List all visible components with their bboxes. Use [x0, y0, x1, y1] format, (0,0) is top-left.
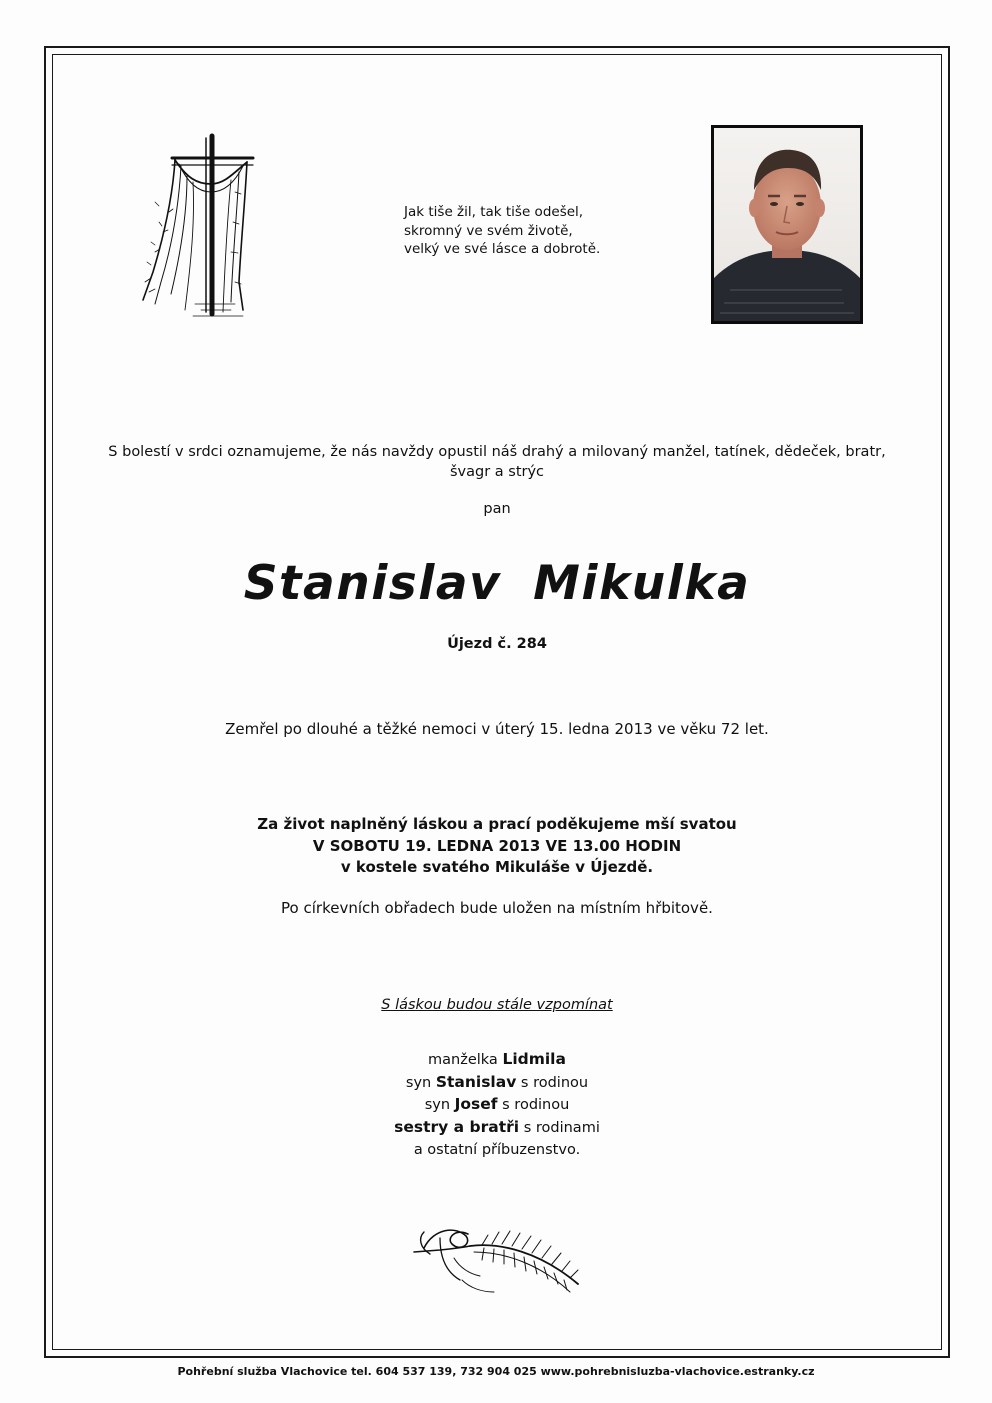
mourner-name: Lidmila	[502, 1050, 566, 1068]
mourner-line	[60, 1049, 934, 1072]
mourner-suffix: s rodinou	[497, 1097, 570, 1113]
motto-line: skromný ve svém životě,	[404, 222, 573, 239]
title-word: pan	[483, 501, 511, 517]
mourner-suffix: s rodinami	[519, 1119, 600, 1136]
burial-notice: Po církevních obřadech bude uložen na místním hřbitově.	[281, 899, 713, 917]
mourner-line	[60, 1139, 934, 1162]
ceremony-text	[60, 814, 934, 879]
mourner-relation: a ostatní příbuzenstvo.	[413, 1142, 581, 1158]
mourner-name: Stanislav	[435, 1072, 517, 1091]
mourner-line	[60, 1094, 934, 1117]
remember-heading: S láskou budou stále vzpomínat	[381, 997, 613, 1013]
mourner-relation: manželka	[428, 1052, 503, 1068]
motto-verse	[404, 203, 664, 259]
motto-line: Jak tiše žil, tak tiše odešel,	[404, 204, 584, 220]
mourner-suffix: s rodinou	[516, 1074, 589, 1091]
portrait-image	[714, 128, 860, 321]
mourners-list	[60, 1049, 934, 1162]
funeral-service-footer: Pohřební služba Vlachovice tel. 604 537 139, 732 904 025 www.pohrebnisluzba-vlachovice.estranky.cz	[177, 1365, 815, 1378]
mourner-line	[60, 1072, 934, 1095]
announcement-line: švagr a strýc	[449, 464, 545, 480]
mourner-name: Josef	[454, 1095, 498, 1113]
death-notice: Zemřel po dlouhé a těžké nemoci v úterý 15. ledna 2013 ve věku 72 let.	[225, 720, 769, 738]
mourner-line	[60, 1117, 934, 1140]
ceremony-line: V SOBOTU 19. LEDNA 2013 VE 13.00 HODIN	[312, 836, 682, 855]
announcement-line: S bolestí v srdci oznamujeme, že nás navždy opustil náš drahý a milovaný manžel, tatínek, dědeček, bratr,	[108, 444, 886, 460]
mourner-relation: syn	[405, 1074, 436, 1091]
cross-with-cloth-icon	[135, 132, 255, 320]
mourner-relation: syn	[424, 1097, 455, 1113]
ceremony-line: v kostele svatého Mikuláše v Újezdě.	[340, 858, 654, 876]
mourner-name: sestry a bratři	[394, 1117, 520, 1136]
portrait-photo	[711, 125, 863, 324]
announcement-text	[60, 442, 934, 482]
palm-branch-icon	[410, 1218, 588, 1300]
deceased-address: Újezd č. 284	[447, 636, 547, 652]
motto-line: velký ve své lásce a dobrotě.	[404, 241, 601, 257]
ceremony-line: Za život naplněný láskou a prací poděkujeme mší svatou	[257, 815, 737, 833]
deceased-name: Stanislav Mikulka	[243, 556, 751, 611]
